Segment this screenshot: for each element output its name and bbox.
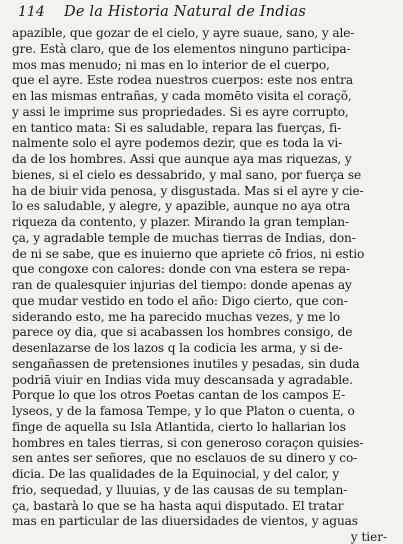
text-line: que congoxe con calores: donde con vna estera se repa- (12, 262, 350, 277)
text-line: en tantico mata: Si es saludable, repara las fuerças, fi- (12, 120, 342, 135)
text-line: y assi le imprime sus propriedades. Si es ayre corrupto, (12, 104, 349, 119)
text-line: que mudar vestido en todo el año: Digo cierto, que con- (12, 293, 348, 308)
text-line: sen antes ser señores, que no esclauos de su dinero y co- (12, 451, 358, 466)
text-line: finge de aquella su Isla Atlantida, cierto lo hallarian los (12, 419, 346, 434)
text-line: apazible, que gozar de el cielo, y ayre suaue, sano, y ale- (12, 26, 355, 40)
text-body (12, 26, 391, 530)
text-line: frio, sequedad, y lluuias, y de las causas de su templan- (12, 482, 348, 497)
text-line: sengañassen de pretensiones inutiles y pesadas, sin duda (12, 356, 360, 371)
text-line: lo es saludable, y alegre, y apazible, aunque no aya otra (12, 199, 351, 214)
running-title: De la Historia Natural de Indias (64, 4, 307, 20)
text-line: ça, bastarà lo que se ha hasta aqui disputado. El tratar (12, 498, 344, 513)
text-line: ran de qualesquier injurias del tiempo: donde apenas ay (12, 278, 352, 292)
text-line: hombres en tales tierras, si con generoso coraçon quisies- (12, 435, 364, 450)
text-line: de ni se sabe, que es inuierno que apriete cō frios, ni estio (12, 246, 365, 261)
text-line: riqueza da contento, y plazer. Mirando la gran templan- (12, 215, 349, 229)
text-line: nalmente solo el ayre podemos dezir, que es toda la vi- (12, 136, 343, 151)
text-line: dicia. De las qualidades de la Equinocial, y del calor, y (12, 467, 340, 481)
text-line: mos mas menudo; ni mas en lo interior de el cuerpo, (12, 57, 330, 72)
page-header (12, 4, 391, 26)
text-line: parece oy dia, que si acabassen los hombres consigo, de (12, 325, 353, 340)
text-line: que el ayre. Este rodea nuestros cuerpos: este nos entra (12, 73, 353, 88)
text-line: desenlazarse de los lazos q la codicia les arma, y si de- (12, 341, 343, 355)
text-line: mas en particular de las diuersidades de vientos, y aguas (12, 514, 358, 529)
catchword: y tier- (350, 530, 387, 544)
text-line: bienes, si el cielo es dessabrido, y mal sano, por fuerça se (12, 167, 362, 182)
text-line: siderando esto, me ha parecido muchas vezes, y me lo (12, 309, 341, 324)
text-line: Porque lo que los otros Poetas cantan de los campos E- (12, 388, 346, 403)
text-line: en las mismas entrañas, y cada momēto visita el coraçõ, (12, 89, 352, 103)
text-line: podriā viuir en Indias vida muy descansada y agradable. (12, 372, 353, 387)
page-number: 114 (18, 4, 45, 20)
text-line: ha de biuir vida penosa, y disgustada. Mas si el ayre y cie- (12, 183, 364, 198)
text-line: ça, y agradable temple de muchas tierras de Indias, don- (12, 230, 356, 245)
text-line: gre. Està claro, que de los elementos ninguno participa- (12, 41, 351, 56)
text-line: da de los hombres. Assi que aunque aya mas riquezas, y (12, 152, 352, 166)
text-line: lyseos, y de la famosa Tempe, y lo que Platon o cuenta, o (12, 404, 355, 418)
